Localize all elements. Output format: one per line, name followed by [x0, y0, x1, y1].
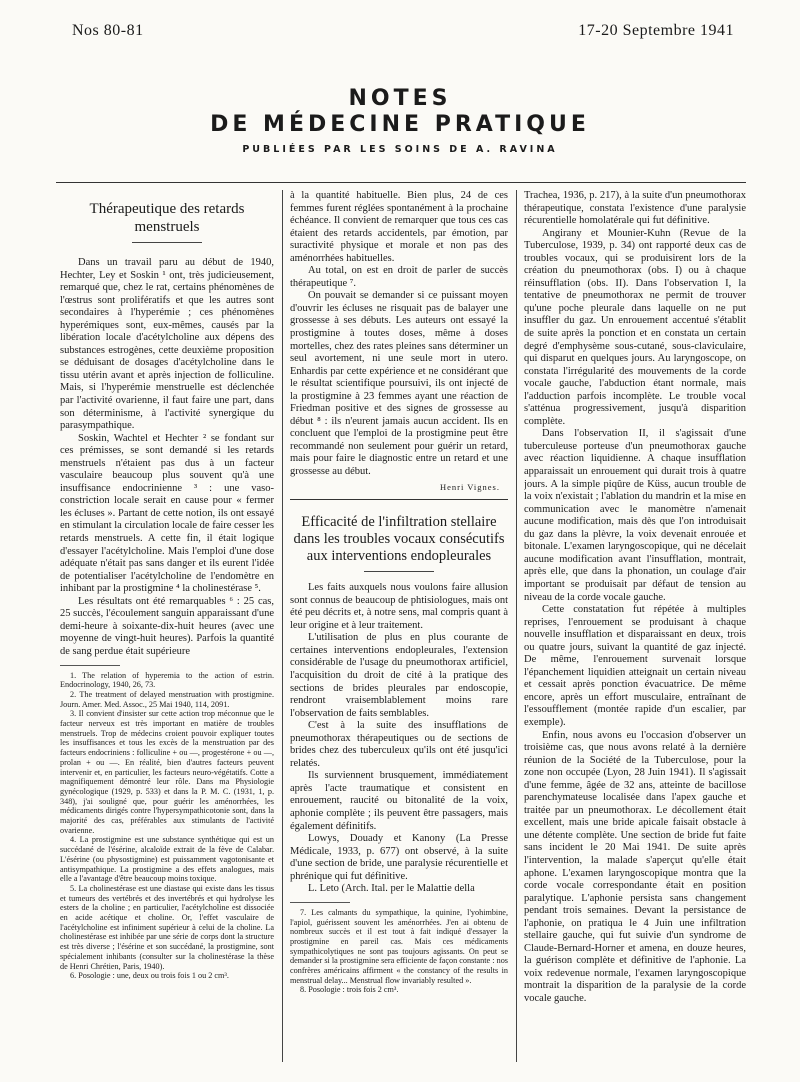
article2-paragraph: L'utilisation de plus en plus courante de certaines interventions endopleurales, l'extension considérable de l'usage du pneumothorax artificiel, l'acquisition du droit de cité à la pratique des sections de brides pleurales par endoscopie, rendront vraisemblablement moins rare l'observation de faits semblables.: [290, 632, 508, 719]
article1-paragraph: Soskin, Wachtel et Hechter ² se fondant sur ces prémisses, se sont demandé si les retards menstruels n'étaient pas dus à un facteur vasculaire beaucoup plus souvent qu'à une insuffisance endocrinienne ³ : une vaso-constriction locale serait en cause pour « fermer les écluses ». Partant de cette notion, ils ont essayé en stimulant la circulation locale de faire cesser les retards menstruels. A cette fin, il était logique d'essayer l'acétylcholine. Mais l'emploi d'une dose adéquate n'était pas sans danger et ils eurent l'idée de potentialiser l'acétylcholine de l'endomètre en inhibant par la prostigmine ⁴ la cholinestérase ⁵.: [60, 432, 274, 595]
footnote: 3. Il convient d'insister sur cette action trop méconnue que le facteur nerveux est très important en matière de troubles menstruels. Trop de médecins croient pouvoir expliquer toutes les insuffisances et tous les excès de la menstruation par des facteurs endocriniens : folliculine + ou —, progestérone + ou —, prolan + ou —. En réalité, bien d'autres facteurs peuvent intervenir et, en particulier, les facteurs neuro-végétatifs. Cotte a magnifiquement démontré leur rôle. Dans ma Physiologie gynécologique (1929, p. 533) et dans la P. M. C. (1931, 1, p. 348), j'ai souligné que, pour guérir les aménorrhées, les médicaments dirigés contre l'hypersympathicotonie sont, dans la majorité des cas, préférables aux stimulants de l'activité ovarienne.: [60, 709, 274, 835]
column-3: [524, 190, 746, 1070]
article2-paragraph: Trachea, 1936, p. 217), à la suite d'un pneumothorax thérapeutique, constata l'existence d'une paralysie récurentielle homolatérale qui fut définitive.: [524, 190, 746, 227]
article1-paragraph: On pouvait se demander si ce puissant moyen d'ouvrir les écluses ne risquait pas de balayer une grossesse à ses débuts. Les auteurs ont essayé la prostigmine à toutes doses, même à doses mortelles, chez des rates pleines sans déterminer un seul avortement, ni une seule mort in utero. Enhardis par cette expérience et ne considérant que le résultat scientifique poursuivi, ils ont injecté de la prostigmine à 23 femmes ayant une réaction de Friedman positive et des signes de grossesse au début ⁸ : ils n'eurent jamais aucun accident. Ils en concluent que l'emploi de la prostigmine peut être recommandé non seulement pour guérir un retard, mais pour faire le diagnostic entre un retard et une grossesse au début.: [290, 290, 508, 478]
article1-paragraph: Au total, on est en droit de parler de succès thérapeutique ⁷.: [290, 265, 508, 289]
article1-footnotes: [60, 671, 274, 982]
article1-signature: Henri Vignes.: [439, 481, 500, 492]
article2-paragraph: C'est à la suite des insufflations de pneumothorax thérapeutiques ou de sections de brides chez des tuberculeux qu'ils ont été jusqu'ici relatés.: [290, 720, 508, 769]
article2-paragraph: Ils surviennent brusquement, immédiatement après l'acte traumatique et consistent en enrouement, raucité ou bitonalité de la voix, aphonie complète ; ils peuvent être passagers, mais également définitifs.: [290, 770, 508, 832]
masthead-subtitle: PUBLIÉES PAR LES SOINS DE A. RAVINA: [242, 144, 558, 155]
article2-paragraph: Cette constatation fut répétée à multiples reprises, l'enrouement se produisant à chaque nouvelle insufflation et disparaissant en deux, trois ou quatre jours, suivant la quantité de gaz injecté. De même, l'enrouement survenait lorsque l'épanchement liquidien atteignait un certain niveau et cessait après ponction évacuatrice. De même encore, après un effort musculaire, entraînant de l'essoufflement (montée rapide d'un escalier, par exemple).: [524, 604, 746, 728]
article1-footnotes-continued: [290, 908, 508, 995]
masthead-title-line1: NOTES: [348, 86, 452, 111]
footnote-separator: [290, 902, 350, 903]
article2-paragraph: Les faits auxquels nous voulons faire allusion sont connus de beaucoup de phtisiologues, mais ont été peu décrits et, à notre sens, mal compris quant à leur origine et à leur traitement.: [290, 582, 508, 631]
title-underline: [364, 571, 434, 572]
column-divider-1: [282, 190, 283, 1062]
article2-paragraph: Dans l'observation II, il s'agissait d'une tuberculeuse porteuse d'un pneumothorax gauche avec réaction liquidienne. A chaque insufflation apparaissait un enrouement qui durait trois à quatre jours. A la simple piqûre de Küss, aucun trouble de la voix n'existait ; l'ablation du mandrin et la mise en communication avec le manomètre n'amenait aucune modification, mais dès que l'on introduisait du gaz dans la plèvre, la voix devenait enrouée et bitonale. L'examen laryngoscopique, qui ne décelait aucune modification avant l'insufflation, montrait, après elle, que dans la phonation, un coulage d'air important se produisait par défaut de tension au niveau de la corde vocale gauche.: [524, 428, 746, 603]
article2-paragraph: Lowys, Douady et Kanony (La Presse Médicale, 1933, p. 677) ont observé, à la suite d'une section de bride, une paralysie récurentielle et phrénique qui fut définitive.: [290, 833, 508, 882]
article2-paragraph: Enfin, nous avons eu l'occasion d'observer un troisième cas, que nous avons relaté à la dernière réunion de la Société de la Tuberculose, pour la zone non occupée (Lyon, 28 Juin 1941). Il s'agissait d'une femme, âgée de 32 ans, atteinte de bacillose parenchymateuse localisée dans l'apex gauche et traitée par un pneumothorax. Le décollement était excellent, mais une bride apicale faisait obstacle à une détente complète. Une section de bride fut faite sans incident le 20 Mai 1941. De suite après l'intervention, la malade s'aperçut qu'elle était aphone. L'examen laryngoscopique montra que la corde vocale correspondante était en position paralytique. L'aphonie persista sans changement pendant trois semaines. Devant la persistance de l'aphonie, on pratiqua le 4 Juin une infiltration stellaire gauche, qui fut suivie d'un syndrome de Claude-Bernard-Horner et amena, en douze heures, la guérison complète et définitive de l'aphonie. La voix redevenue normale, l'examen laryngoscopique montrait la disparition de la paralysie de la corde vocale gauche.: [524, 729, 746, 1004]
article1-title: Thérapeutique des retards menstruels: [89, 201, 245, 235]
column-divider-2: [516, 190, 517, 1062]
masthead-title-line2: DE MÉDECINE PRATIQUE: [210, 112, 590, 137]
footnote-separator: [60, 665, 120, 666]
masthead: [0, 86, 800, 155]
column-1: [60, 200, 274, 1080]
footnote: 7. Les calmants du sympathique, la quinine, l'yohimbine, l'apiol, guérissent souvent les aménorrhées. J'en ai obtenu de nombreux succès et il est tout à fait indiqué d'essayer la prostigmine en pareil cas. Mais ces médicaments sympathicolytiques ne sont pas toujours agissants. On peut se demander si la prostigmine sera efficiente de façon constante : nos confrères américains affirment « the constancy of the results in menstrual delay... Menstrual flow invariably resulted ».: [290, 907, 508, 985]
article1-paragraph: Dans un travail paru au début de 1940, Hechter, Ley et Soskin ¹ ont, très judicieusement, remarqué que, chez le rat, certains phénomènes de l'œstrus sont prolifératifs et que les autres sont secondaires à l'hyperémie ; ces phénomènes hyperémiques sont, eux-mêmes, causés par la libération locale d'acétylcholine aux dépens des substances estrogènes, cette deuxième proposition se déduisant de dosages d'acétylcholine dans le tissu utérin avant et après injection de folliculine. Mais, si l'hyperémie menstruelle est déclenchée par l'activité ovarienne, il faut faire une part, dans son déterminisme, à l'activité synergique du parasympathique.: [60, 257, 274, 432]
title-underline: [132, 242, 202, 243]
issue-number: Nos 80-81: [72, 22, 144, 39]
article1-paragraph: Les résultats ont été remarquables ⁶ : 25 cas, 25 succès, l'écoulement sanguin apparaissant d'une demi-heure à soixante-dix-huit heures (avec une moyenne de vingt-huit heures). Parfois la quantité de sang perdue était supérieure: [60, 595, 274, 657]
header-rule: [56, 182, 746, 183]
footnote: 1. The relation of hyperemia to the action of estrin. Endocrinology, 1940, 26, 73.: [60, 670, 274, 690]
footnote: 5. La cholinestérase est une diastase qui existe dans les tissus et tumeurs des vertébrés et des invertébrés et qui hydrolyse les esters de la choline ; en particulier, l'acétylcholine est dissociée en acide acétique et choline. Or, l'effet vasculaire de l'acétylcholine est infiniment supérieur à celui de la choline. La cholinestérase est inhibée par une série de corps dont la structure est très diverse ; l'ésérine et son succédané, la prostigmine, sont spécialement inhibants (consulter sur la cholinestérase la thèse de Henri Chrétien, Paris, 1940).: [60, 883, 274, 971]
footnote: 4. La prostigmine est une substance synthétique qui est un succédané de l'ésérine, alcaloïde extrait de la fève de Calabar. L'ésérine (ou physostigmine) est puissamment vagotonisante et antisympathique. La prostigmine a des effets analogues, mais elle a l'avantage d'être beaucoup moins toxique.: [60, 835, 274, 884]
column-2: [290, 190, 508, 1070]
article-separator: [290, 499, 508, 500]
article2-paragraph: L. Leto (Arch. Ital. per le Malattie della: [308, 883, 475, 895]
article1-paragraph: à la quantité habituelle. Bien plus, 24 de ces femmes furent réglées spontanément à la prochaine échéance. Il convient de remarquer que tous ces cas étaient des retards accidentels, par émotion, par suractivité physique et morale et non pas des aménorrhées habituelles.: [290, 190, 508, 264]
footnote: 2. The treatment of delayed menstruation with prostigmine. Journ. Amer. Med. Assoc., 25 Mai 1940, 114, 2091.: [60, 689, 274, 709]
issue-date: 17-20 Septembre 1941: [578, 22, 734, 39]
article2-title: Efficacité de l'infiltration stellaire dans les troubles vocaux consécutifs aux interventions endopleurales: [293, 514, 505, 565]
footnote: 6. Posologie : une, deux ou trois fois 1 ou 2 cm³.: [70, 971, 229, 981]
article2-paragraph: Angirany et Mounier-Kuhn (Revue de la Tuberculose, 1939, p. 34) ont rapporté deux cas de troubles vocaux, qui se produisirent lors de la création du pneumothorax (obs. I) ou à chaque réinsufflation (obs. II). Dans l'observation I, la tentative de pneumothorax ne permit de trouver qu'une poche pleurale dans laquelle on ne put insuffler du gaz. Un enrouement accentué s'établit de suite après la ponction et en constata un certain degré d'emphysème sous-cutané, sous-claviculaire, qui disparut en quelques jours. Au laryngoscope, on constata l'irrégularité des mouvements de la corde vocale gauche, l'abduction étant normale, mais l'adduction parfois incomplète. Le trouble vocal s'atténua progressivement, jusqu'à disparition complète.: [524, 227, 746, 427]
footnote: 8. Posologie : trois fois 2 cm³.: [300, 985, 399, 995]
